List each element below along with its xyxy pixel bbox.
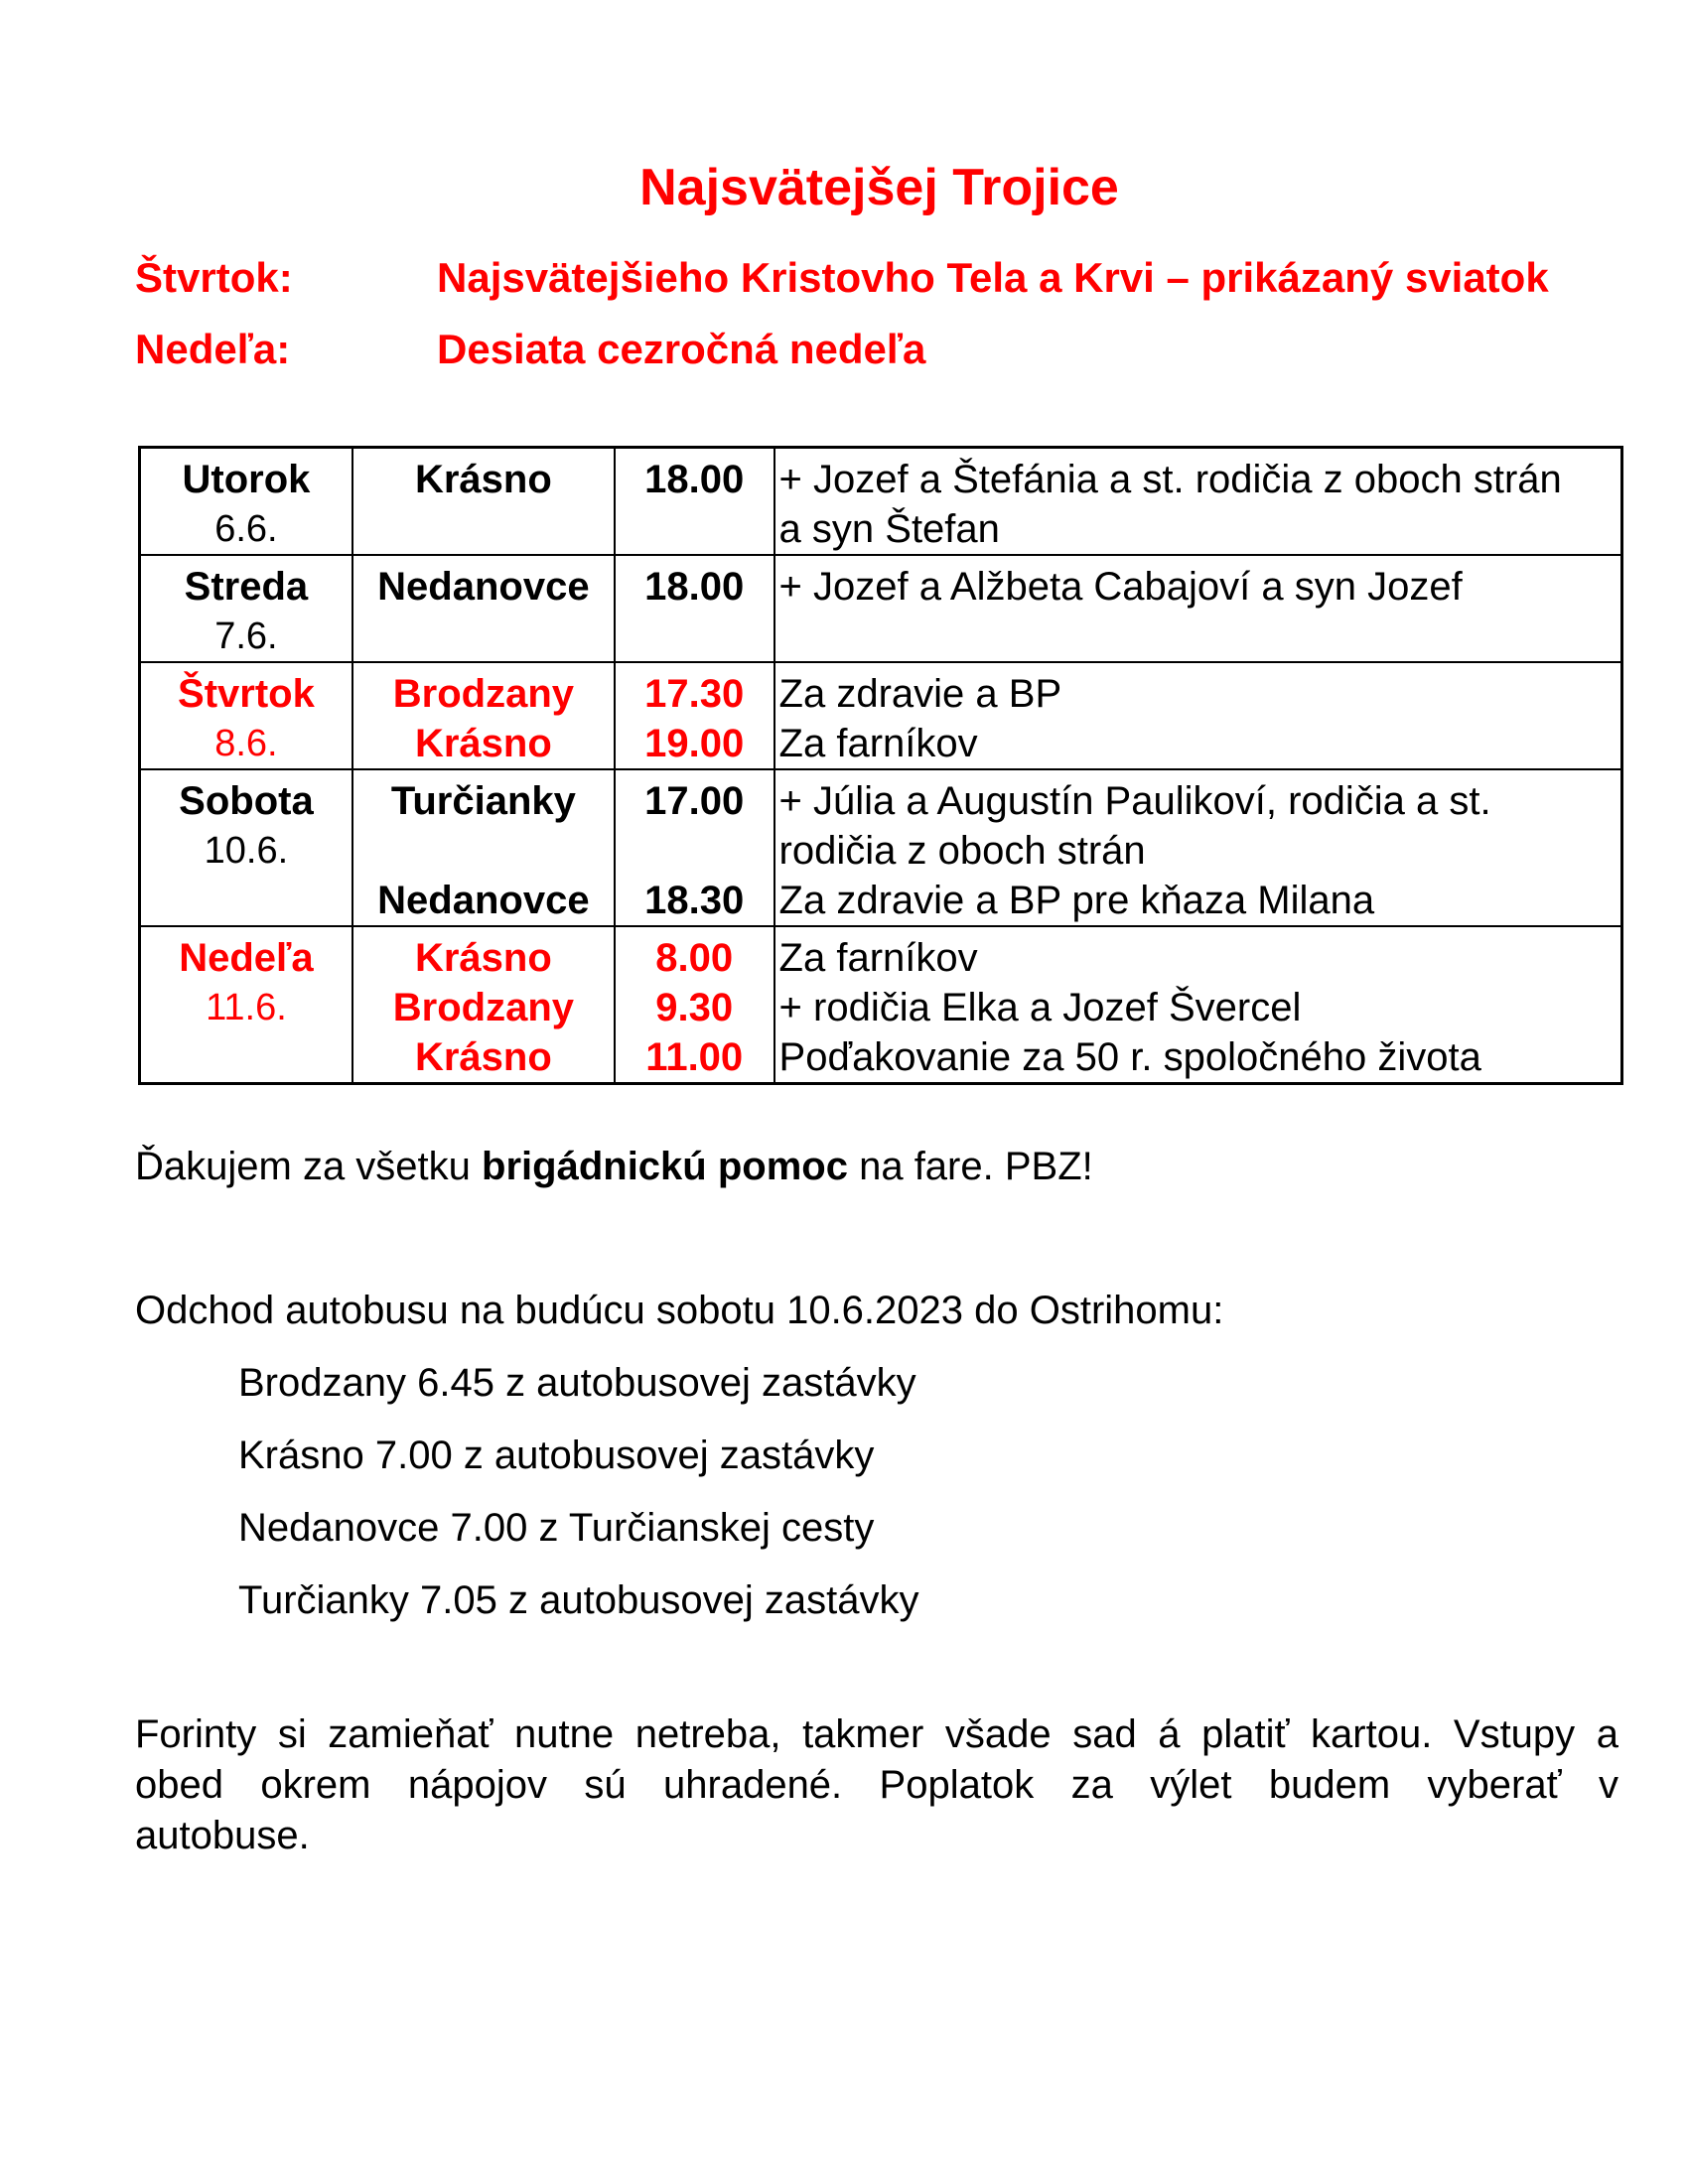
table-row [140, 926, 1622, 1084]
place: Nedanovce [377, 879, 590, 922]
time: 18.00 [644, 565, 745, 609]
intention: Poďakovanie za 50 r. spoločného života [778, 1035, 1481, 1079]
intention: + rodičia Elka a Jozef Švercel [778, 986, 1302, 1029]
intention-cell [774, 769, 1622, 926]
note-paragraph [135, 1709, 1618, 1861]
feast-line-sunday [135, 325, 1623, 374]
day-cell [140, 662, 352, 769]
note-line: obed okrem nápojov sú uhradené. Poplatok za výlet budem vyberať v [135, 1763, 1618, 1807]
intention-cell [774, 448, 1622, 556]
day-name: Štvrtok [178, 672, 315, 716]
intention: + Júlia a Augustín Paulikoví, rodičia a st. [778, 779, 1491, 823]
intention: Za farníkov [778, 722, 978, 765]
thanks-text-bold: brigádnickú pomoc [482, 1145, 848, 1188]
feast-line-thursday [135, 253, 1623, 303]
day-date: 7.6. [214, 615, 278, 657]
bus-line: Krásno 7.00 z autobusovej zastávky [238, 1433, 875, 1477]
intention: a syn Štefan [778, 507, 1000, 551]
intention-cell [774, 926, 1622, 1084]
table-row [140, 555, 1622, 662]
table-row [140, 769, 1622, 926]
thanks-text-pre: Ďakujem za všetku [135, 1145, 483, 1188]
feast-name: Desiata cezročná nedeľa [437, 326, 926, 372]
note-line: Forinty si zamieňať nutne netreba, takmer všade sad á platiť kartou. Vstupy a [135, 1712, 1618, 1756]
day-date: 10.6. [204, 830, 289, 872]
day-date: 8.6. [214, 723, 278, 764]
table-row [140, 662, 1622, 769]
intention: + Jozef a Štefánia a st. rodičia z oboch strán [778, 458, 1562, 501]
time: 17.30 [644, 672, 745, 716]
day-date: 11.6. [206, 987, 287, 1028]
place: Krásno [414, 1035, 552, 1079]
thanks-paragraph [135, 1142, 1623, 1191]
time: 8.00 [655, 936, 734, 980]
intention: Za farníkov [778, 936, 978, 980]
place-cell [352, 769, 615, 926]
place: Turčianky [390, 779, 576, 823]
table-row [140, 448, 1622, 556]
intention: + Jozef a Alžbeta Cabajoví a syn Jozef [778, 565, 1463, 609]
place-cell [352, 448, 615, 556]
time-cell [615, 926, 774, 1084]
place: Krásno [414, 936, 552, 980]
time: 9.30 [655, 986, 734, 1029]
place: Krásno [414, 722, 552, 765]
time: 19.00 [644, 722, 745, 765]
time: 11.00 [645, 1035, 744, 1079]
page-title: Najsvätejšej Trojice [639, 159, 1119, 216]
time: 18.00 [644, 458, 745, 501]
intention-cell [774, 555, 1622, 662]
day-date: 6.6. [214, 508, 278, 550]
day-cell [140, 555, 352, 662]
place: Krásno [414, 458, 552, 501]
place: Brodzany [392, 986, 574, 1029]
place-cell [352, 926, 615, 1084]
bus-line: Brodzany 6.45 z autobusovej zastávky [238, 1361, 916, 1405]
time-cell [615, 662, 774, 769]
day-cell [140, 448, 352, 556]
time: 18.30 [644, 879, 745, 922]
day-cell [140, 769, 352, 926]
place: Brodzany [392, 672, 574, 716]
place-cell [352, 662, 615, 769]
place-cell [352, 555, 615, 662]
bus-heading: Odchod autobusu na budúcu sobotu 10.6.2023 do Ostrihomu: [135, 1289, 1224, 1332]
mass-schedule-table [138, 446, 1623, 1085]
day-name: Nedeľa [179, 936, 314, 980]
thanks-text-post: na fare. PBZ! [847, 1145, 1093, 1188]
time: 17.00 [644, 779, 745, 823]
feast-day-label: Nedeľa: [135, 326, 291, 372]
day-name: Sobota [179, 779, 314, 823]
day-name: Streda [184, 565, 309, 609]
place: Nedanovce [377, 565, 590, 609]
day-name: Utorok [182, 458, 311, 501]
time-cell [615, 769, 774, 926]
feast-name: Najsvätejšieho Kristovho Tela a Krvi – prikázaný sviatok [437, 254, 1549, 301]
bus-line: Turčianky 7.05 z autobusovej zastávky [238, 1578, 919, 1622]
time-cell [615, 448, 774, 556]
note-line: autobuse. [135, 1814, 310, 1857]
day-cell [140, 926, 352, 1084]
place [357, 826, 610, 876]
intention-cell [774, 662, 1622, 769]
time-cell [615, 555, 774, 662]
intention: Za zdravie a BP pre kňaza Milana [778, 879, 1375, 922]
bus-line: Nedanovce 7.00 z Turčianskej cesty [238, 1506, 875, 1550]
intention: rodičia z oboch strán [778, 829, 1146, 873]
feast-day-label: Štvrtok: [135, 254, 293, 301]
intention: Za zdravie a BP [778, 672, 1062, 716]
time [620, 826, 770, 876]
